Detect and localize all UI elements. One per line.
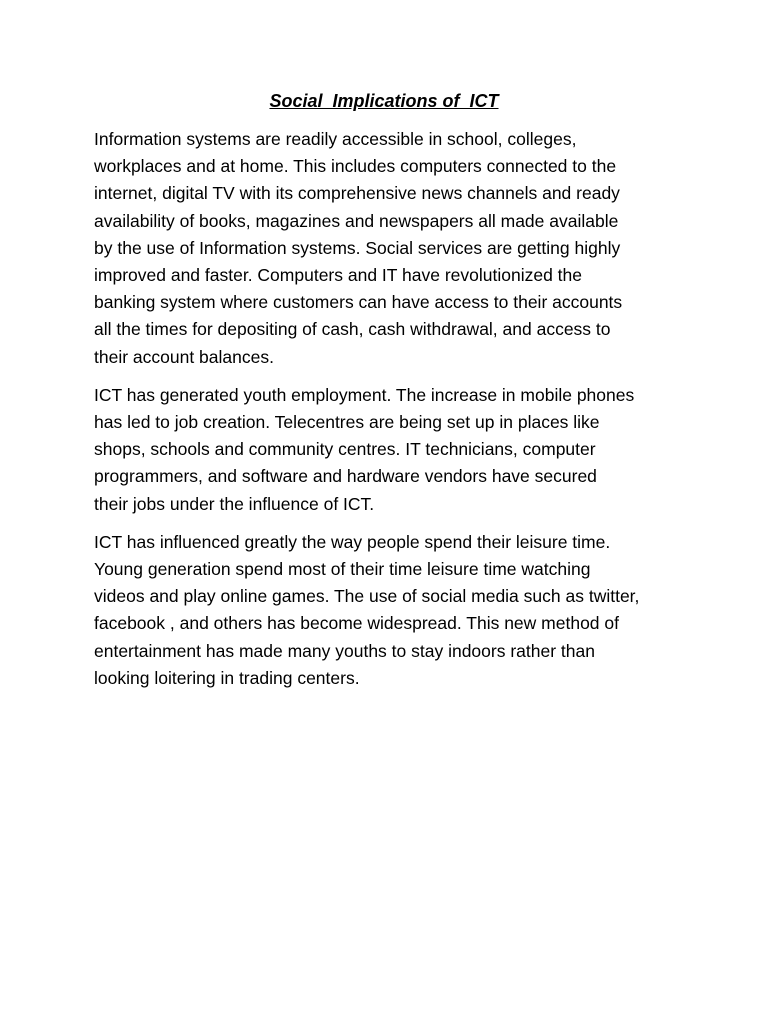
paragraph-information-systems <box>94 126 694 371</box>
paragraph-line: has led to job creation. Telecentres are being set up in places like <box>94 412 600 433</box>
paragraph-line: entertainment has made many youths to stay indoors rather than <box>94 640 595 661</box>
paragraph-line: availability of books, magazines and newspapers all made available <box>94 210 619 231</box>
document-title: Social Implications of ICT <box>269 91 499 111</box>
paragraph-line: ICT has influenced greatly the way people spend their leisure time. <box>94 531 611 552</box>
document-body <box>94 126 694 703</box>
paragraph-line: looking loitering in trading centers. <box>94 667 360 688</box>
paragraph-line: their account balances. <box>94 346 274 367</box>
paragraph-line: internet, digital TV with its comprehensive news channels and ready <box>94 183 620 204</box>
paragraph-line: ICT has generated youth employment. The increase in mobile phones <box>94 384 635 405</box>
paragraph-line: their jobs under the influence of ICT. <box>94 493 375 514</box>
paragraph-line: workplaces and at home. This includes computers connected to the <box>94 156 617 177</box>
paragraph-line: all the times for depositing of cash, cash withdrawal, and access to <box>94 319 611 340</box>
paragraph-line: videos and play online games. The use of social media such as twitter, <box>94 586 640 607</box>
paragraph-line: shops, schools and community centres. IT technicians, computer <box>94 439 596 460</box>
paragraph-line: programmers, and software and hardware vendors have secured <box>94 466 597 487</box>
paragraph-line: Young generation spend most of their time leisure time watching <box>94 559 591 580</box>
paragraph-line: Information systems are readily accessible in school, colleges, <box>94 129 577 149</box>
paragraph-line: improved and faster. Computers and IT have revolutionized the <box>94 265 583 286</box>
paragraph-line: facebook , and others has become widespread. This new method of <box>94 613 619 634</box>
paragraph-leisure-time <box>94 529 694 692</box>
paragraph-line: banking system where customers can have access to their accounts <box>94 292 623 313</box>
paragraph-line: by the use of Information systems. Social services are getting highly <box>94 237 621 258</box>
paragraph-youth-employment <box>94 382 694 518</box>
